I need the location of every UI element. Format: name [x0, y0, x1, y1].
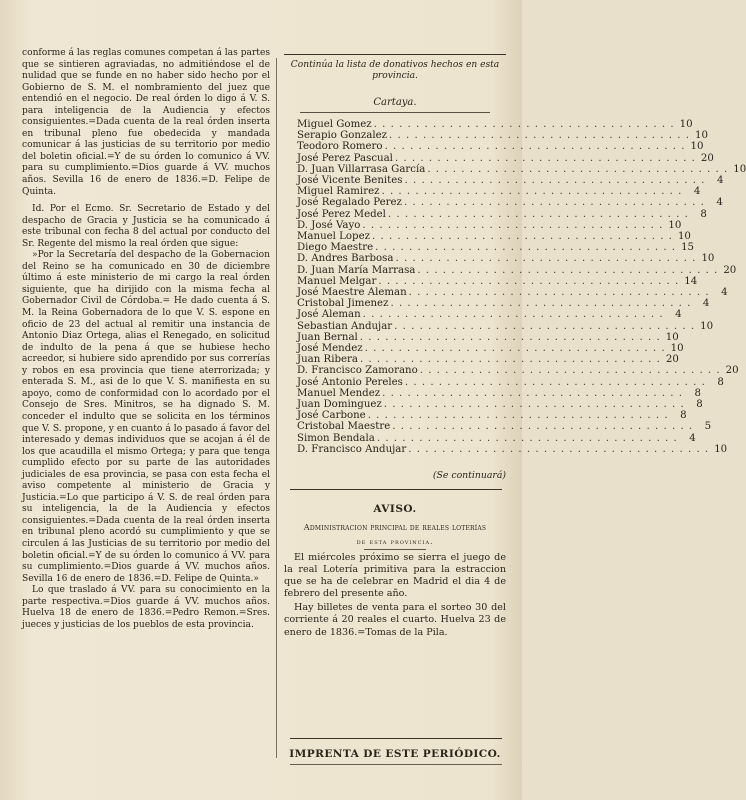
donor-row — [297, 399, 703, 411]
donor-row — [297, 152, 714, 164]
donor-amount: 10 — [714, 443, 728, 455]
donor-name: Cristobal Jimenez — [297, 298, 389, 310]
donor-amount: 4 — [675, 309, 682, 321]
leader-dots: . . . . . . . . . . . . . . . . . . . . . . . . . . . . . . . . . . . . — [389, 130, 690, 142]
donor-amount: 4 — [689, 432, 696, 444]
leader-dots: . . . . . . . . . . . . . . . . . . . . . . . . . . . . . . . . . . . . — [392, 421, 694, 433]
donor-row — [297, 287, 728, 299]
donor-name: José Carbone — [297, 410, 366, 422]
leader-dots: . . . . . . . . . . . . . . . . . . . . . . . . . . . . . . . . . . . . — [403, 197, 705, 209]
donor-amount: 20 — [665, 354, 679, 366]
leader-dots: . . . . . . . . . . . . . . . . . . . . . . . . . . . . . . . . . . . . — [384, 141, 686, 153]
leader-dots: . . . . . . . . . . . . . . . . . . . . . . . . . . . . . . . . . . . . — [383, 399, 685, 411]
donor-row — [297, 130, 708, 142]
leader-dots: . . . . . . . . . . . . . . . . . . . . . . . . . . . . . . . . . . . . — [364, 343, 666, 355]
donor-row — [297, 275, 698, 287]
notice-paragraph-2: Hay billetes de venta para el sorteo 30 del corriente á 20 reales el cuarto. Huelva 23 de enero de 1836.=Tomas de la Pila. — [284, 602, 506, 638]
donor-name: Cristobal Maestre — [297, 421, 391, 433]
donor-amount: 10 — [701, 253, 715, 265]
leader-dots: . . . . . . . . . . . . . . . . . . . . . . . . . . . . . . . . . . . . — [378, 275, 680, 287]
donor-name: José Antonio Pereles — [297, 376, 403, 388]
donor-amount: 10 — [679, 119, 693, 130]
donor-row — [297, 219, 682, 231]
donor-row — [297, 175, 724, 187]
leader-dots: . . . . . . . . . . . . . . . . . . . . . . . . . . . . . . . . . . . . — [381, 186, 683, 198]
donor-name: Juan Bernal — [297, 331, 358, 343]
donor-name: Diego Maestre — [297, 242, 374, 254]
donor-amount: 20 — [723, 264, 737, 276]
leader-dots: . . . . . . . . . . . . . . . . . . . . . . . . . . . . . . . . . . . . — [390, 298, 692, 310]
donor-name: D. Francisco Zamorano — [297, 365, 418, 377]
donor-row — [297, 242, 695, 254]
leader-dots: . . . . . . . . . . . . . . . . . . . . . . . . . . . . . . . . . . . . — [408, 287, 710, 299]
left-paragraph-2: Id. Por el Ecmo. Sr. Secretario de Estado y del despacho de Gracia y Justicia se ha comunicado á este tribunal con fecha 8 del actual por conducto del Sr. Regente del mismo la real órden que sigue: — [22, 204, 270, 249]
donor-amount: 4 — [702, 298, 710, 310]
leader-dots: . . . . . . . . . . . . . . . . . . . . . . . . . . . . . . . . . . . . — [373, 119, 675, 130]
left-paragraph-3: »Por la Secretaría del despacho de la Gobernacion del Reino se ha comunicado en 30 de diciembre último á este ministerio de mi cargo la real órden siguiente, que ha dirijido con la misma fecha al Gobernador Civil de Córdoba.= He dado cuenta á S. M. la Reina Gobernadora de lo que V. S. espone en oficio de 23 del actual al remitir una instancia de Antonio Diaz Ortega, alias el Renegado, en solicitud de indulto de la pena á que se hubiese hecho acreedor, si hubiere sido aprendido por sus correrías y robos en esa provincia que tiene aterrorizada; y enterada S. M., asi de lo que V. S. manifiesta en su apoyo, como de conformidad con lo acordado por el Consejo de Sres. Minitros, se ha dignado S. M. conceder el indulto que se solicita en los términos que V. S. propone, y en cuanto á lo pasado á favor del interesado y demas individuos que se acojan á él de los que acaudilla el mismo Ortega; y para que tenga cumplido efecto por su parte de las autoridades judiciales de esa provincia, se pasa con esta fecha el aviso competente al ministerio de Gracia y Justicia.=Lo que participo á V. S. de real órden para su inteligencia, la de la Audiencia y efectos consiguientes.=Dada cuenta de la real órden inserta en tribunal pleno acordó su cumplimiento y que se circulen á las Justicias de su territorio por medio del boletin oficial.=Y de su órden lo comunico á VV. para su cumplimiento.=Dios guarde á VV. muchos años. Sevilla 16 de enero de 1836.=D. Felipe de Quinta.» — [22, 250, 270, 584]
leader-dots: . . . . . . . . . . . . . . . . . . . . . . . . . . . . . . . . . . . . — [362, 219, 664, 231]
donor-amount: 10 — [694, 130, 708, 142]
donor-row — [297, 253, 715, 265]
donor-amount: 10 — [677, 231, 691, 243]
donor-amount: 10 — [670, 343, 684, 355]
continued-note: (Se continuará) — [432, 470, 506, 481]
donor-row — [297, 186, 701, 198]
donor-amount: 5 — [704, 421, 712, 433]
leader-dots: . . . . . . . . . . . . . . . . . . . . . . . . . . . . . . . . . . . . — [404, 175, 706, 187]
donor-row — [297, 264, 737, 276]
donor-row — [297, 343, 684, 355]
donor-row — [297, 376, 724, 388]
leader-dots: . . . . . . . . . . . . . . . . . . . . . . . . . . . . . . . . . . . . — [404, 376, 706, 388]
donor-row — [297, 119, 693, 130]
leader-dots: . . . . . . . . . . . . . . . . . . . . . . . . . . . . . . . . . . . . — [417, 264, 719, 276]
donor-amount: 8 — [717, 376, 724, 388]
donor-name: Miguel Ramirez — [297, 186, 380, 198]
donor-name: Manuel Melgar — [297, 275, 377, 287]
donor-name: Juan Dominguez — [297, 399, 382, 411]
donor-name: José Aleman — [297, 309, 361, 321]
donor-amount: 15 — [681, 242, 695, 254]
donor-name: Simon Bendala — [297, 432, 375, 444]
donor-row — [297, 331, 679, 343]
donor-amount: 10 — [700, 320, 714, 332]
donor-name: Teodoro Romero — [297, 141, 383, 153]
left-column — [22, 48, 270, 631]
donor-name: Sebastian Andujar — [297, 320, 393, 332]
donor-name: Serapio Gonzalez — [297, 130, 388, 142]
leader-dots: . . . . . . . . . . . . . . . . . . . . . . . . . . . . . . . . . . . . — [371, 231, 673, 243]
section-rule — [290, 489, 502, 490]
donor-name: José Perez Medel — [297, 208, 386, 220]
donor-row — [297, 365, 739, 377]
leader-dots: . . . . . . . . . . . . . . . . . . . . . . . . . . . . . . . . . . . . — [382, 387, 684, 399]
donor-name: José Mendez — [297, 343, 363, 355]
donor-name: Miguel Gomez — [297, 119, 372, 130]
leader-dots: . . . . . . . . . . . . . . . . . . . . . . . . . . . . . . . . . . . . — [362, 309, 664, 321]
donor-row — [297, 208, 707, 220]
town-rule — [300, 112, 490, 113]
donor-row — [297, 443, 728, 455]
donor-amount: 4 — [693, 186, 701, 198]
leader-dots: . . . . . . . . . . . . . . . . . . . . . . . . . . . . . . . . . . . . — [375, 242, 677, 254]
left-paragraph-1: conforme á las reglas comunes competan á las partes que se sintieren agraviadas, no admitiéndose el de nulidad que se funde en no haber sido hecho por el Gobierno de S. M. el nombramiento del juez que entendió en el negocio. De real órden lo digo á V. S. para inteligencia de la Audiencia y efectos consiguientes.=Dada cuenta de la real órden inserta en tribunal pleno fue obedecida y mandada comunicar á las justicias de su territorio por medio del boletin oficial.=Y de su órden lo comunico á VV. para su cumplimiento.=Dios guarde á VV. muchos años. Sevilla 16 de enero de 1836.=D. Felipe de Quinta. — [22, 48, 270, 197]
donor-row — [297, 410, 687, 422]
donor-amount: 8 — [694, 387, 702, 399]
donor-row — [297, 141, 704, 153]
donor-name: José Vicente Benites — [297, 175, 403, 187]
left-paragraph-4: Lo que traslado á VV. para su conocimiento en la parte respectiva.=Dios guarde á VV. muchos años. Huelva 18 de enero de 1836.=Pedro Remon.=Sres. jueces y justicias de los pueblos de esta provincia. — [22, 585, 270, 630]
donor-row — [297, 354, 679, 366]
donor-list — [297, 119, 746, 455]
footer-rule — [290, 738, 502, 739]
donor-amount: 20 — [700, 152, 714, 164]
donor-row — [297, 231, 691, 243]
leader-dots: . . . . . . . . . . . . . . . . . . . . . . . . . . . . . . . . . . . . — [359, 331, 661, 343]
leader-dots: . . . . . . . . . . . . . . . . . . . . . . . . . . . . . . . . . . . . — [419, 365, 721, 377]
leader-dots: . . . . . . . . . . . . . . . . . . . . . . . . . . . . . . . . . . . . — [427, 163, 729, 175]
donor-amount: 10 — [668, 219, 682, 231]
donor-amount: 4 — [716, 197, 723, 209]
donor-amount: 8 — [696, 399, 703, 411]
notice-body — [284, 552, 506, 641]
donor-name: Juan Ribera — [297, 354, 358, 366]
donor-name: D. Juan María Marrasa — [297, 264, 416, 276]
donor-row — [297, 432, 696, 444]
donor-amount: 4 — [721, 287, 728, 299]
donor-row — [297, 163, 746, 175]
donor-amount: 10 — [733, 163, 746, 175]
leader-dots: . . . . . . . . . . . . . . . . . . . . . . . . . . . . . . . . . . . . — [387, 208, 689, 220]
town-heading: Cartaya. — [373, 97, 417, 108]
donor-amount: 4 — [716, 175, 724, 187]
donor-name: D. Juan Villarrasa García — [297, 163, 426, 175]
leader-dots: . . . . . . . . . . . . . . . . . . . . . . . . . . . . . . . . . . . . — [359, 354, 661, 366]
notice-province: de esta provincia. — [356, 537, 434, 546]
donor-name: Manuel Mendez — [297, 387, 381, 399]
donor-name: José Maestre Aleman — [297, 287, 407, 299]
donor-name: José Perez Pascual — [297, 152, 393, 164]
notice-paragraph-1: El miércoles próximo se sierra el juego de la real Lotería primitiva para la estraccion que se ha de celebrar en Madrid el dia 4 de febrero del presente año. — [284, 552, 506, 600]
leader-dots: . . . . . . . . . . . . . . . . . . . . . . . . . . . . . . . . . . . . — [408, 443, 710, 455]
top-rule — [284, 54, 506, 55]
printer-imprint: IMPRENTA DE ESTE PERIÓDICO. — [289, 748, 501, 760]
donor-name: D. José Vayo — [297, 219, 361, 231]
donor-row — [297, 298, 710, 310]
donor-name: Manuel Lopez — [297, 231, 370, 243]
donor-row — [297, 309, 682, 321]
donor-name: D. Andres Barbosa — [297, 253, 394, 265]
donor-row — [297, 421, 712, 433]
donor-name: José Regalado Perez — [297, 197, 402, 209]
notice-administration: Administracion principal de reales loterías — [303, 522, 487, 532]
donor-row — [297, 320, 714, 332]
donations-heading: Continúa la lista de donativos hechos en esta provincia. — [290, 60, 500, 81]
column-divider — [276, 58, 277, 758]
notice-title: AVISO. — [373, 503, 417, 515]
notice-rule — [364, 549, 426, 550]
leader-dots: . . . . . . . . . . . . . . . . . . . . . . . . . . . . . . . . . . . . — [394, 152, 696, 164]
donor-amount: 14 — [684, 275, 698, 287]
donor-amount: 10 — [690, 141, 704, 153]
leader-dots: . . . . . . . . . . . . . . . . . . . . . . . . . . . . . . . . . . . . — [367, 410, 669, 422]
imprint-rule — [290, 764, 502, 765]
donor-amount: 10 — [665, 331, 679, 343]
leader-dots: . . . . . . . . . . . . . . . . . . . . . . . . . . . . . . . . . . . . — [394, 320, 696, 332]
donor-amount: 8 — [700, 208, 707, 220]
donor-row — [297, 387, 702, 399]
donor-name: D. Francisco Andujar — [297, 443, 407, 455]
donor-row — [297, 197, 723, 209]
leader-dots: . . . . . . . . . . . . . . . . . . . . . . . . . . . . . . . . . . . . — [395, 253, 697, 265]
donor-amount: 20 — [725, 365, 739, 377]
leader-dots: . . . . . . . . . . . . . . . . . . . . . . . . . . . . . . . . . . . . — [376, 432, 678, 444]
donor-amount: 8 — [680, 410, 687, 422]
